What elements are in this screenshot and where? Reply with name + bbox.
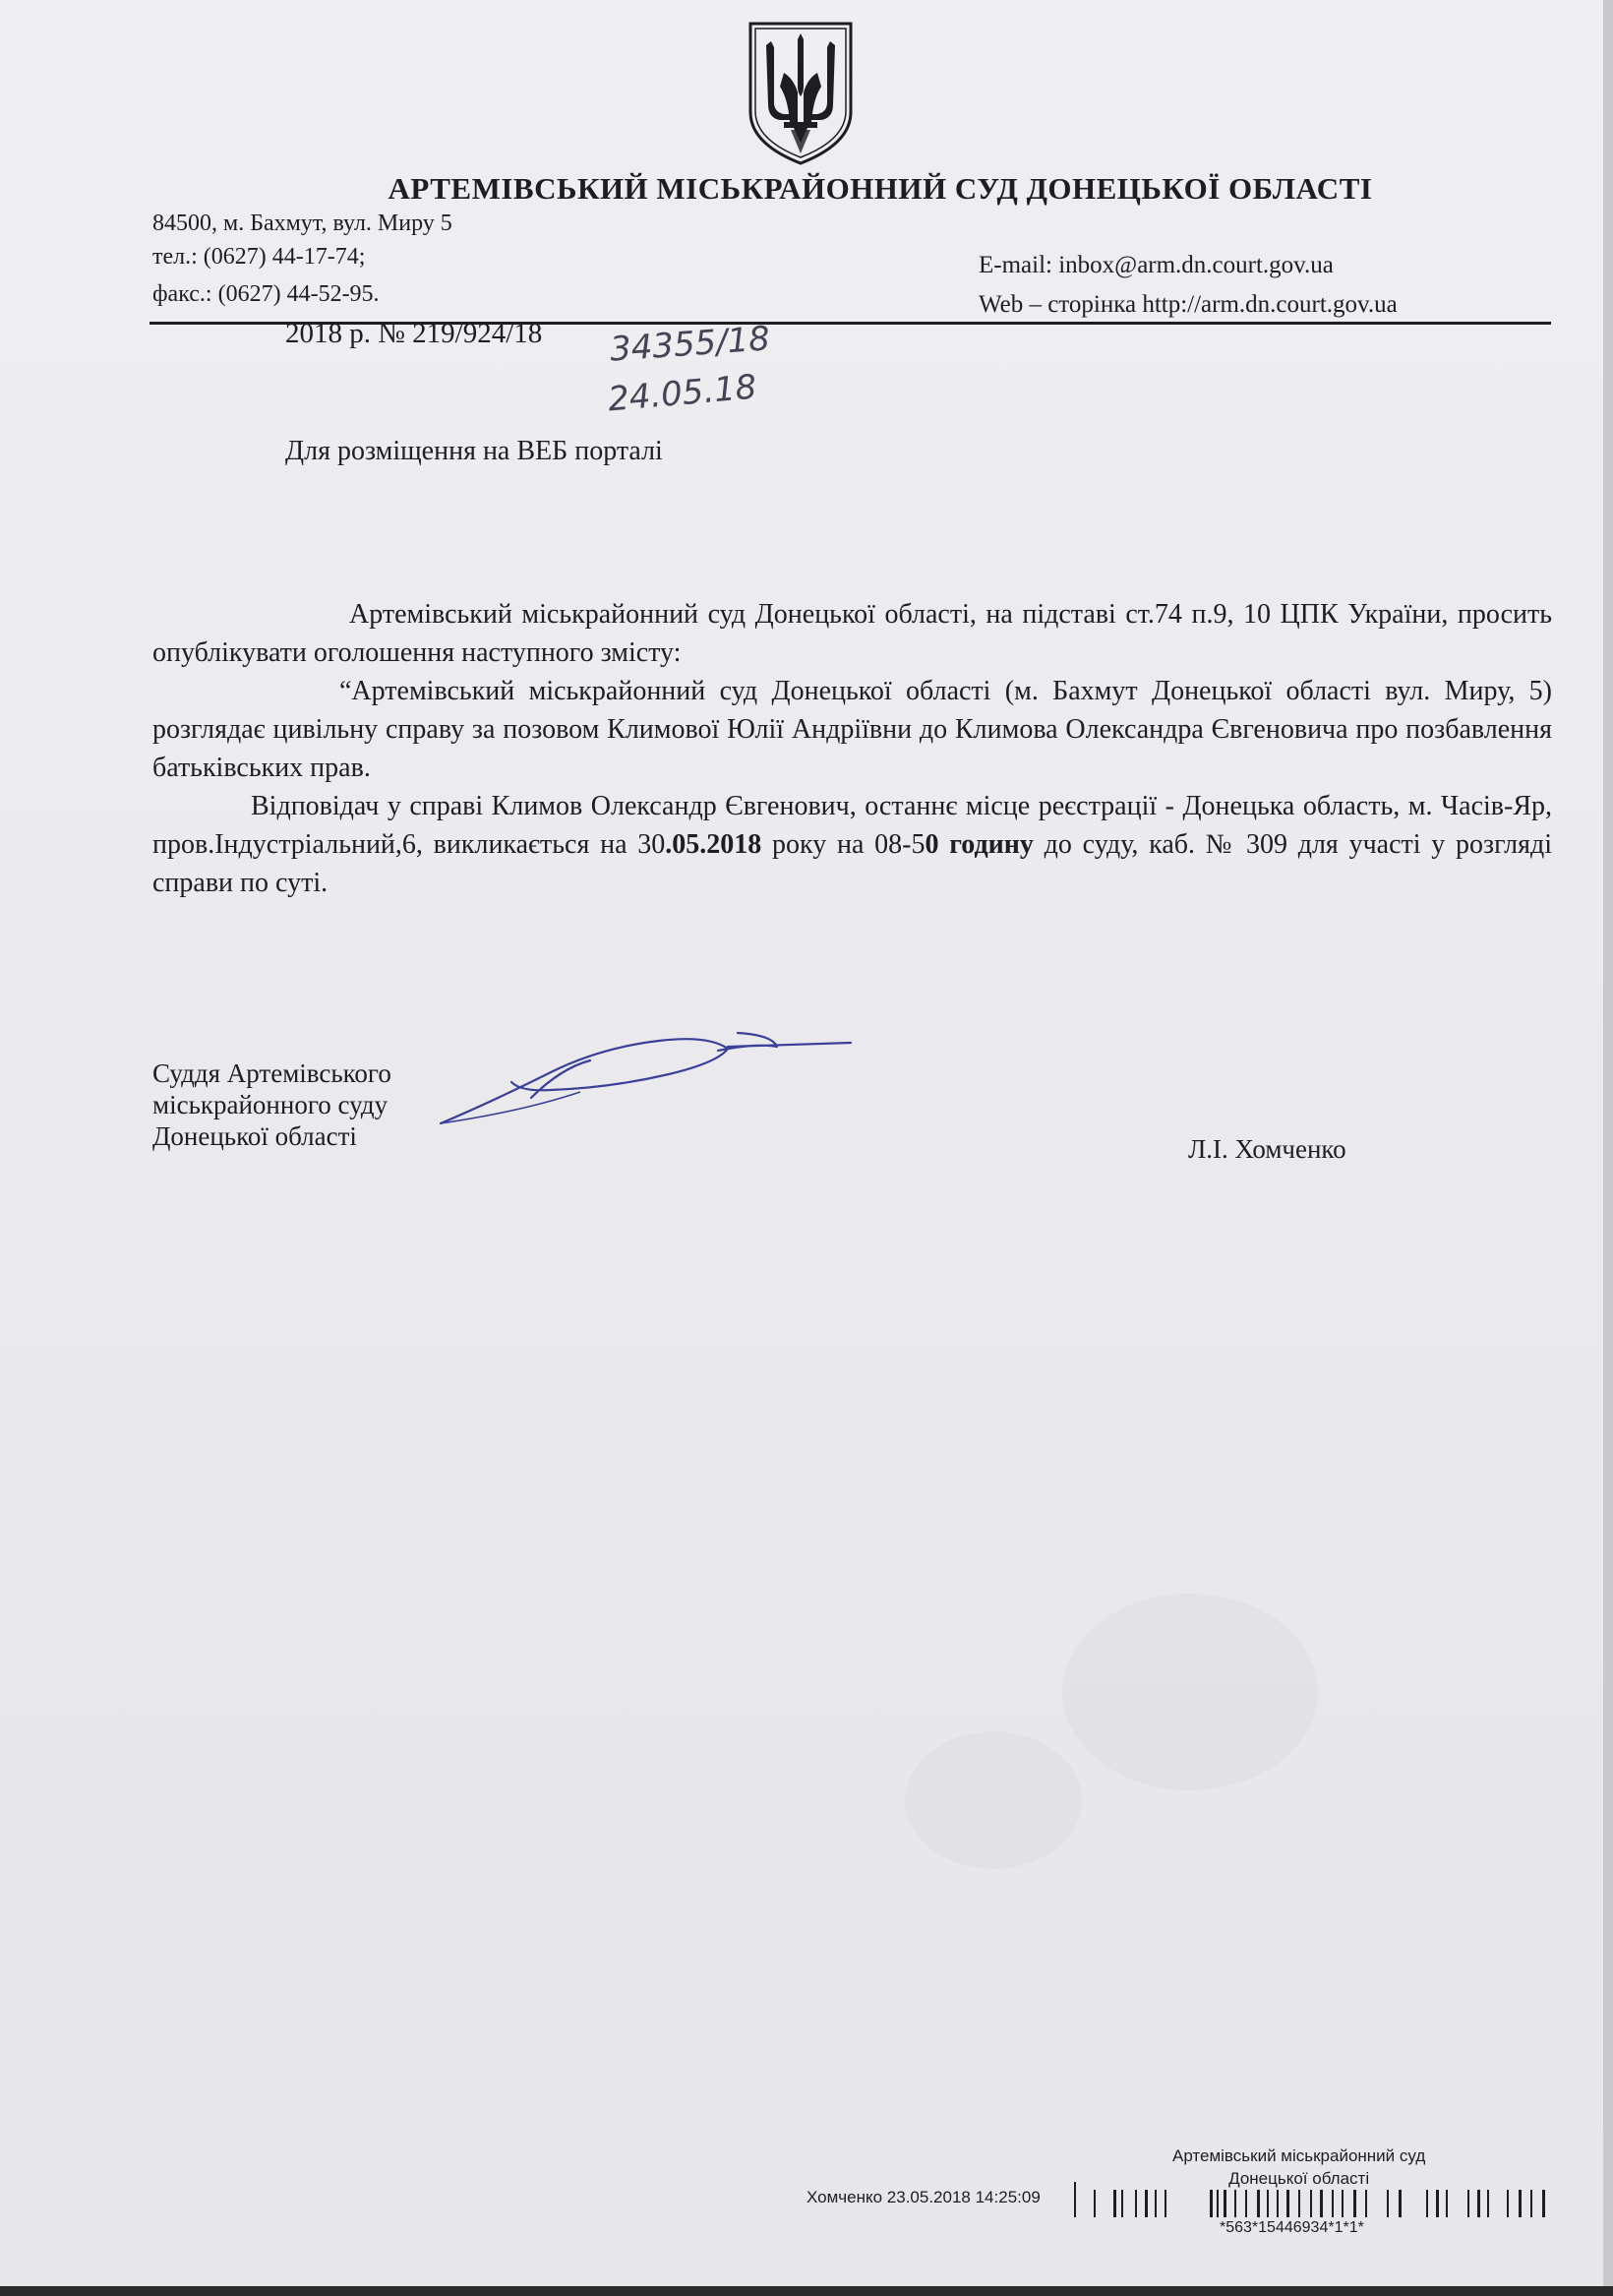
barcode-icon <box>1074 2182 1556 2217</box>
handwritten-registration-date: 24.05.18 <box>606 367 758 420</box>
court-title: АРТЕМІВСЬКИЙ МІСЬКРАЙОННИЙ СУД ДОНЕЦЬКОЇ ОБЛАСТІ <box>388 171 1373 206</box>
purpose-line: Для розміщення на ВЕБ порталі <box>285 436 663 466</box>
coat-of-arms-icon <box>745 18 857 167</box>
court-phone: тел.: (0627) 44-17-74; <box>152 244 366 270</box>
barcode-text: *563*15446934*1*1* <box>1220 2219 1364 2236</box>
court-fax: факс.: (0627) 44-52-95. <box>152 281 380 307</box>
summons-time-text: року на 08-5 <box>761 829 926 860</box>
handwritten-registration-number: 34355/18 <box>608 319 772 370</box>
paper-smudge <box>905 1731 1082 1869</box>
summons-location-text: до суду, каб. № 309 для участі у розгляді справи по суті. <box>152 829 1553 898</box>
body-paragraph-announcement: “Артемівський міськрайонний суд Донецької області (м. Бахмут Донецької області вул. Миру, 5) розглядає цивільну справу за позовом Климової Юлії Андріївни до Климова Олександра Євгеновича про позбавлення батьківських прав. <box>152 676 1552 783</box>
judge-title-line2: міськрайонного суду <box>152 1090 388 1119</box>
judge-name: Л.І. Хомченко <box>1188 1134 1346 1164</box>
court-address: 84500, м. Бахмут, вул. Миру 5 <box>152 211 452 236</box>
hearing-hour-bold: годину <box>938 829 1034 860</box>
scan-edge-right <box>1603 0 1613 2296</box>
outgoing-number: 2018 р. № 219/924/18 <box>285 318 543 349</box>
body-paragraph-request: Артемівський міськрайонний суд Донецької області, на підставі ст.74 п.9, 10 ЦПК України, просить опублікувати оголошення наступного змісту: <box>152 599 1552 668</box>
court-website: Web – сторінка http://arm.dn.court.gov.ua <box>979 291 1398 318</box>
summons-text: Відповідач у справі Климов Олександр Євгенович, останнє місце реєстрації - Донецька область, м. Часів-Яр, пров.Індустріальний,6, викликається на 30 <box>152 791 1552 860</box>
hearing-time-bold: 0 <box>925 829 939 860</box>
stamp-court-line2: Донецької області <box>1228 2169 1370 2188</box>
judge-title-line3: Донецької області <box>152 1121 357 1151</box>
hearing-date-bold: .05.2018 <box>665 829 762 860</box>
stamp-court-line1: Артемівський міськрайонний суд <box>1172 2146 1426 2165</box>
body-paragraph-summons <box>152 787 1552 902</box>
scan-edge-bottom <box>0 2286 1613 2296</box>
letter-body <box>152 595 1552 902</box>
paper-smudge <box>1062 1594 1318 1790</box>
judge-title-block <box>152 1057 391 1152</box>
judge-title-line1: Суддя Артемівського <box>152 1058 391 1088</box>
handwritten-signature <box>433 1013 856 1131</box>
stamp-operator-timestamp: Хомченко 23.05.2018 14:25:09 <box>806 2188 1041 2206</box>
court-email: E-mail: inbox@arm.dn.court.gov.ua <box>979 252 1334 278</box>
